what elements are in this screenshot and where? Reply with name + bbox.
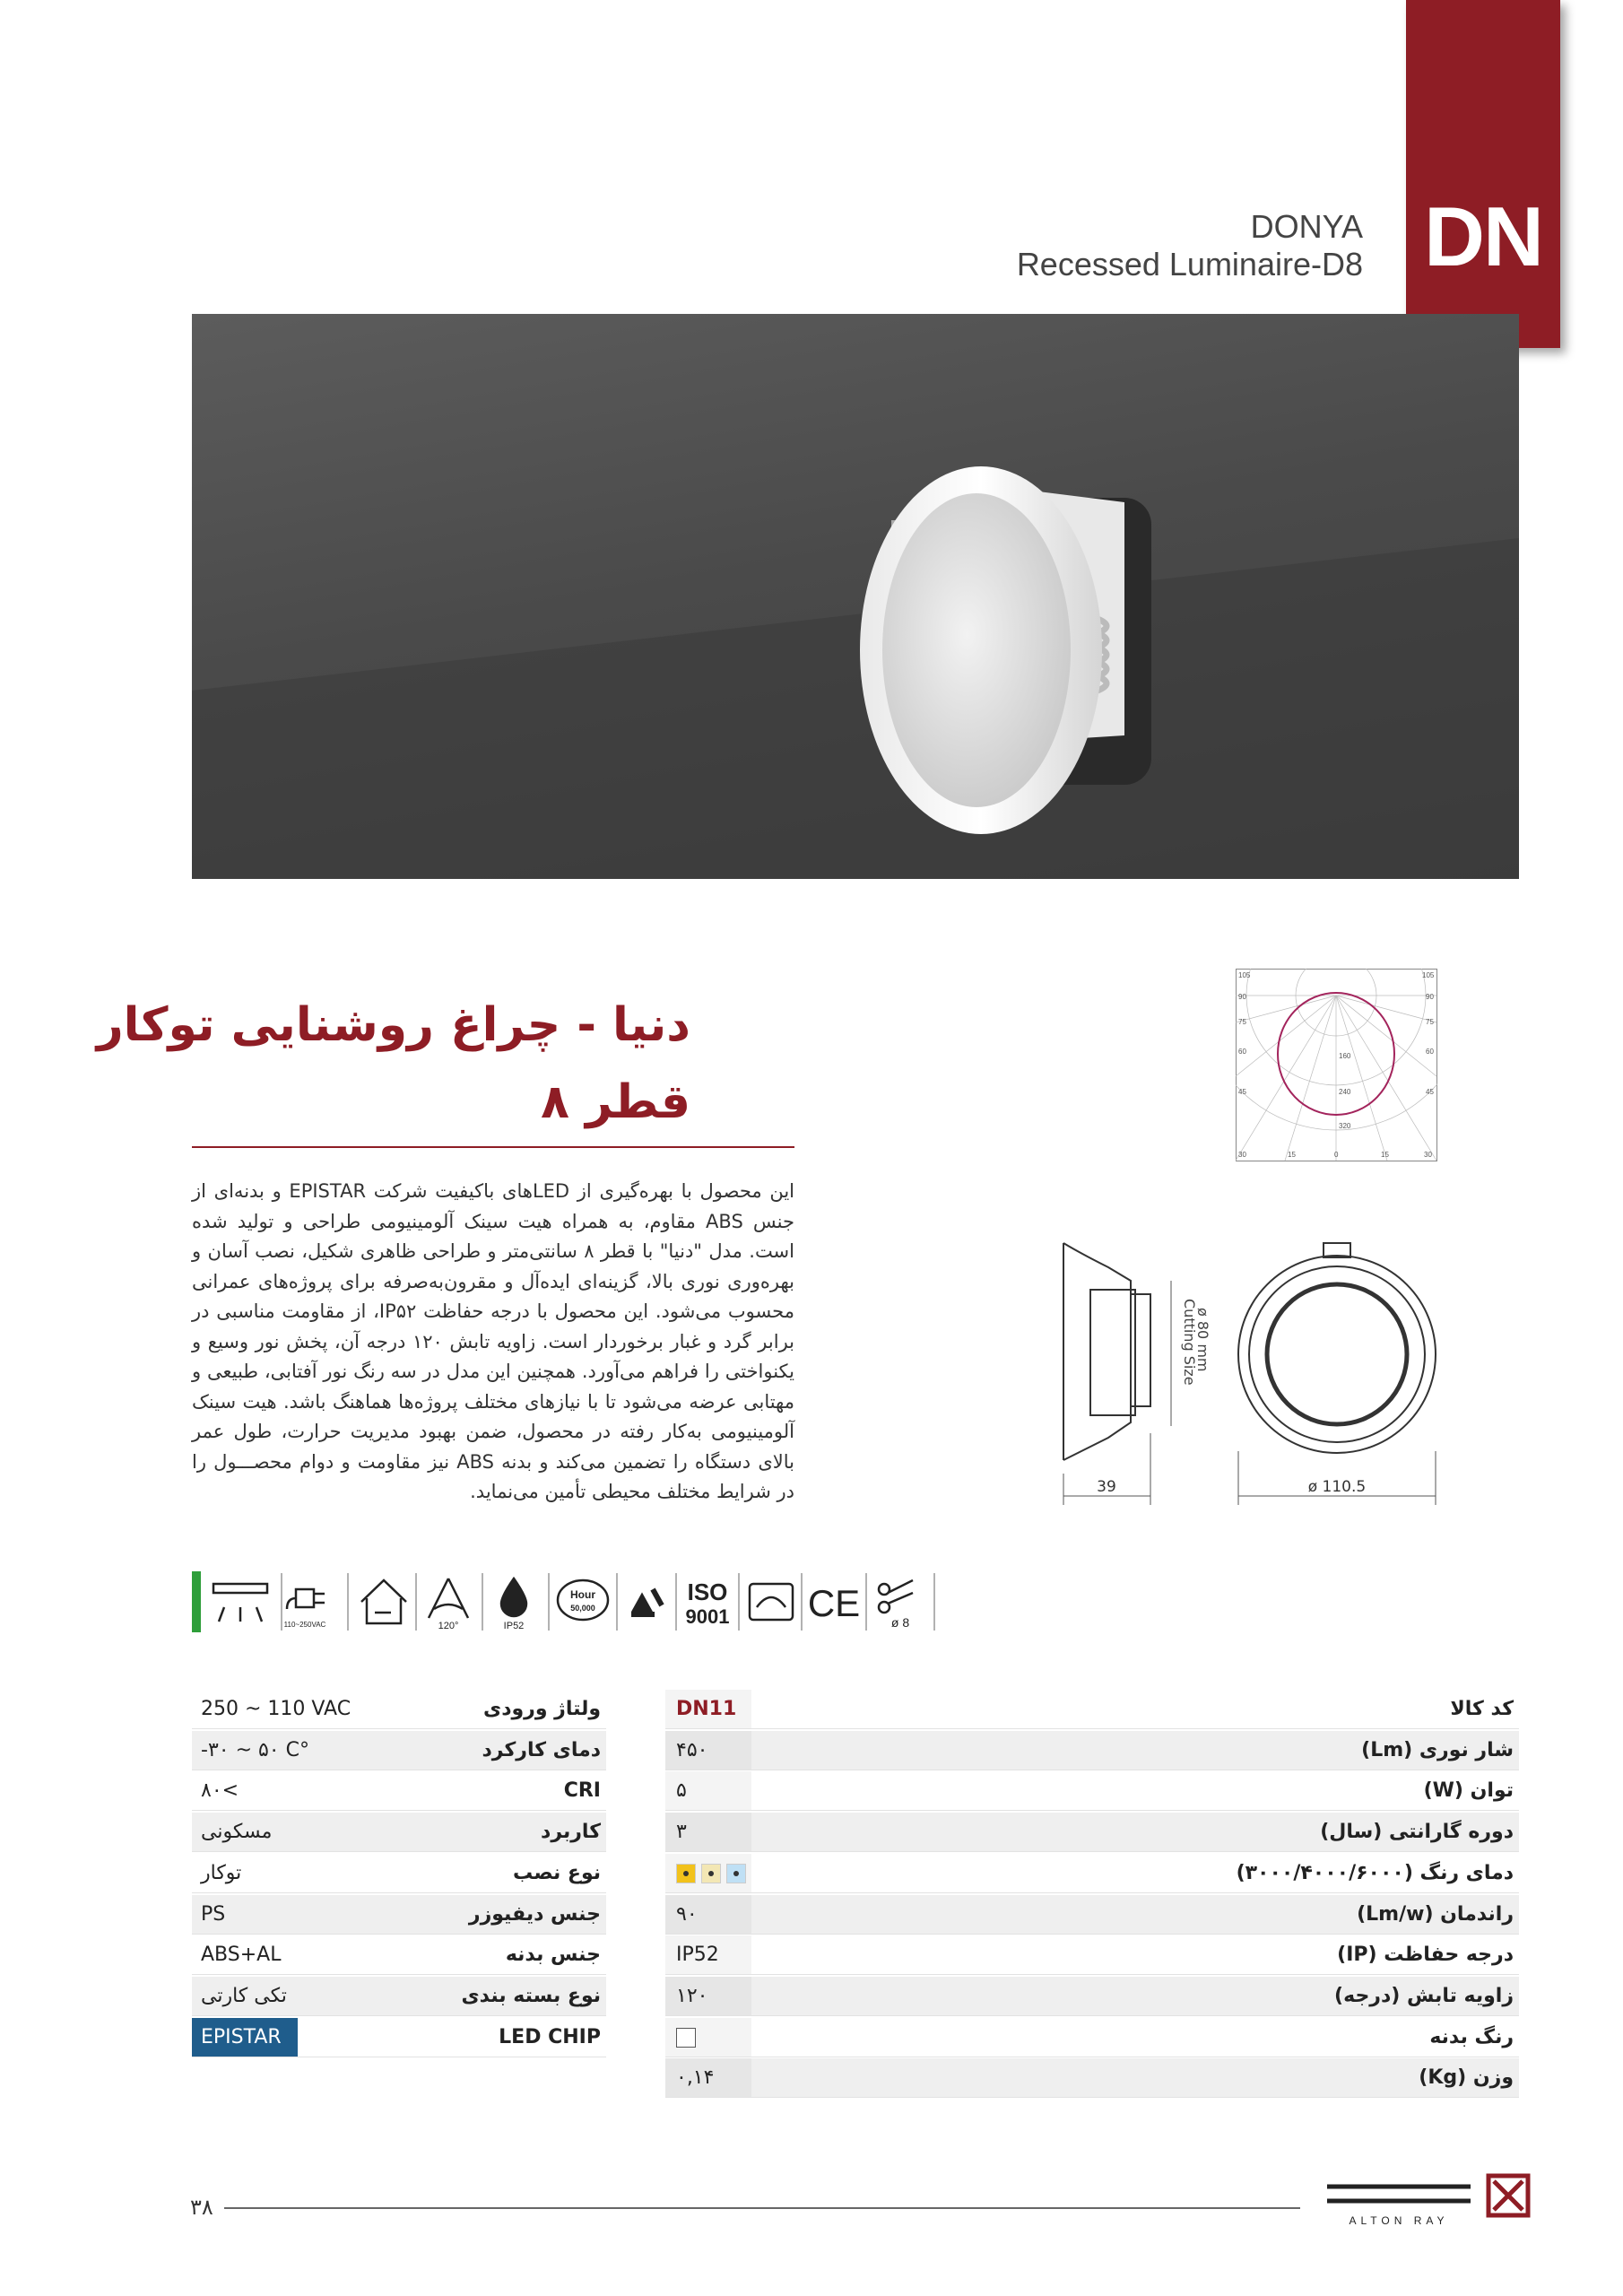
green-marker — [192, 1571, 201, 1632]
polar-label: 90 — [1426, 993, 1434, 1001]
spec-label: دوره گارانتی (سال) — [1320, 1821, 1514, 1844]
polar-label: 30 — [1424, 1151, 1432, 1159]
dimension-drawing — [1055, 1227, 1440, 1505]
spec-row — [665, 1895, 1519, 1935]
brand-title — [1017, 208, 1363, 283]
polar-label: 75 — [1426, 1018, 1434, 1026]
color-temp-swatches — [665, 1854, 751, 1892]
downlight-illustration — [192, 314, 1519, 879]
polar-label: 60 — [1426, 1048, 1434, 1056]
title-line-1: دنیا - چراغ روشنایی توکار — [96, 998, 690, 1052]
spec-label: جنس دیفیوزر — [468, 1902, 601, 1926]
spec-value: توکار — [201, 1861, 242, 1884]
brand-name: DONYA — [1250, 208, 1363, 245]
product-description: این محصول با بهره‌گیری از LEDهای باکیفیت شرکت EPISTAR و بدنه‌ای از جنس ABS مقاوم، به همراه هیت سینک آلومینیومی طراحی و تولید شده است. مدل "دنیا" با قطر ۸ سانتی‌متر و طراحی ظاهری شکیل، نصب آسان و بهره‌وری نوری بالا، گزینه‌ای ایده‌آل و مقرون‌به‌صرفه برای پروژه‌های عمرانی محسوب می‌شود. این محصول با درجه حفاظت IP۵۲، از مقاومت مناسبی در برابر گرد و غبار برخوردار است. زاویه تابش ۱۲۰ درجه آن، پخش نور وسیع و یکنواختی را فراهم می‌آورد. همچنین این مدل در سه رنگ نور آفتابی، طبیعی و مهتابی عرضه می‌شود تا با نیازهای مختلف پروژه‌ها هماهنگ باشد. هیت سینک آلومینیومی به‌کار رفته در محصول، ضمن بهبود مدیریت حرارت، طول عمر بالای دستگاه را تضمین می‌کند و بدنه ABS نیز مقاومت و دوام محصـــول را در شرایط مختلف محیطی تأمین می‌نماید. — [192, 1180, 795, 1502]
depth-label: 39 — [1097, 1478, 1116, 1496]
spec-value: -۳۰ ~ ۵۰ C° — [201, 1738, 309, 1761]
plug-icon — [287, 1589, 325, 1609]
spec-label: جنس بدنه — [505, 1944, 601, 1967]
logo-wordmark: ALTON RAY — [1349, 2214, 1449, 2227]
diameter-label: ø 110.5 — [1307, 1478, 1367, 1496]
polar-label: 30 — [1238, 1151, 1246, 1159]
spec-value: 250 ~ 110 VAC — [201, 1698, 352, 1720]
diffuser-lens — [882, 493, 1071, 807]
iso-icon: ISO — [687, 1578, 728, 1605]
spec-value: ۱۲۰ — [665, 1977, 751, 2015]
spec-row — [192, 1935, 606, 1975]
spec-value: IP52 — [665, 1935, 751, 1974]
spec-label: دمای کارکرد — [482, 1738, 601, 1761]
spec-value: PS — [201, 1902, 226, 1926]
polar-label: 15 — [1288, 1151, 1296, 1159]
hour-value: 50,000 — [570, 1604, 595, 1613]
spec-row — [665, 1813, 1519, 1852]
spec-label: کاربرد — [541, 1821, 601, 1844]
side-heatsink — [1131, 1294, 1150, 1406]
cutting-size-label: Cutting Size — [1181, 1299, 1198, 1386]
spec-value: ۰,۱۴ — [665, 2058, 751, 2097]
spec-label: نوع نصب — [513, 1861, 601, 1884]
hour-label: Hour — [570, 1588, 595, 1601]
spec-row — [665, 1731, 1519, 1770]
spec-row — [192, 1690, 606, 1729]
spec-value: ۹۰ — [665, 1895, 751, 1934]
polar-label: 45 — [1426, 1088, 1434, 1096]
angle-text: 120° — [438, 1621, 459, 1631]
spec-value: ۳ — [665, 1813, 751, 1851]
polar-label: 105 — [1422, 971, 1435, 979]
body-color-swatch — [665, 2018, 751, 2057]
recycle-icon — [631, 1589, 662, 1614]
spec-label: زاویه تابش (درجه) — [1334, 1984, 1514, 2007]
house-icon — [361, 1580, 406, 1623]
code-tab — [1406, 0, 1560, 348]
led-chip-badge: EPISTAR — [192, 2018, 298, 2057]
polar-ring-label: 240 — [1339, 1088, 1351, 1096]
scissors-icon — [879, 1580, 913, 1613]
color-swatch — [676, 1864, 696, 1883]
polar-label: 15 — [1381, 1151, 1389, 1159]
polar-label: 0 — [1334, 1151, 1339, 1159]
title-divider — [192, 1146, 794, 1148]
water-drop-icon — [501, 1578, 526, 1616]
spec-row — [192, 1771, 606, 1811]
spec-row — [665, 2018, 1519, 2057]
ceiling-light-icon — [213, 1584, 267, 1622]
spec-row — [192, 1854, 606, 1893]
spec-label: راندمان (Lm/w) — [1357, 1902, 1514, 1926]
spec-row — [665, 1690, 1519, 1729]
footer-rule — [224, 2207, 1300, 2209]
spec-value: ۴۵۰ — [665, 1731, 751, 1770]
spec-row — [192, 2018, 606, 2057]
alton-ray-logo — [1318, 2169, 1533, 2231]
spec-row — [192, 1895, 606, 1935]
title-line-2: قطر ۸ — [541, 1075, 690, 1129]
polar-ring-label: 320 — [1339, 1122, 1351, 1130]
side-body — [1090, 1290, 1135, 1415]
spec-row — [665, 1935, 1519, 1975]
beam-angle-icon — [429, 1578, 468, 1618]
spec-value: ۸۰< — [201, 1779, 239, 1803]
voltage-text: 110~250VAC — [283, 1621, 326, 1629]
spec-value: ۵ — [665, 1771, 751, 1810]
spec-label: کد کالا — [1450, 1698, 1514, 1720]
spec-row — [192, 1813, 606, 1852]
light-distribution-diagram — [1236, 969, 1437, 1161]
ce-icon: CE — [807, 1582, 861, 1624]
polar-label: 45 — [1238, 1088, 1246, 1096]
spec-label: وزن (Kg) — [1419, 2066, 1514, 2090]
spec-label: نوع بسته بندی — [461, 1984, 601, 2007]
spec-label: LED CHIP — [499, 2025, 601, 2048]
spec-row — [192, 1977, 606, 2016]
spec-row — [665, 1854, 1519, 1893]
spec-label: دمای رنگ (۳۰۰۰/۴۰۰۰/۶۰۰۰) — [1236, 1861, 1514, 1884]
spec-row — [665, 1977, 1519, 2016]
spec-label: رنگ بدنه — [1429, 2025, 1514, 2048]
spec-row — [665, 2058, 1519, 2098]
standard-icon — [750, 1584, 793, 1620]
spec-label: ولتاژ ورودی — [483, 1698, 601, 1720]
brand-subtitle: Recessed Luminaire-D8 — [1016, 246, 1363, 283]
spec-label: درجه حفاظت (IP) — [1337, 1944, 1514, 1967]
spec-value: مسکونی — [201, 1821, 273, 1844]
ip-text: IP52 — [503, 1621, 525, 1631]
polar-ring-label: 160 — [1339, 1052, 1351, 1060]
feature-icons — [192, 1571, 963, 1634]
page-title — [97, 987, 690, 1141]
polar-label: 75 — [1238, 1018, 1246, 1026]
iso-number: 9001 — [685, 1605, 730, 1628]
product-code-value: DN11 — [665, 1690, 751, 1728]
product-code-badge: DN — [1424, 189, 1542, 283]
spec-row — [192, 1731, 606, 1770]
spec-label: شار نوری (Lm) — [1361, 1738, 1514, 1761]
spec-value: ABS+AL — [201, 1944, 282, 1967]
polar-label: 90 — [1238, 993, 1246, 1001]
color-swatch — [701, 1864, 721, 1883]
spec-value: تکی کارتی — [201, 1984, 287, 2007]
spec-row — [665, 1771, 1519, 1811]
spec-label: CRI — [563, 1779, 601, 1803]
spec-label: توان (W) — [1423, 1779, 1514, 1803]
polar-label: 60 — [1238, 1048, 1246, 1056]
color-swatch — [726, 1864, 746, 1883]
cutting-size-value: ø 80 mm — [1194, 1308, 1211, 1372]
polar-label: 105 — [1238, 971, 1251, 979]
front-lens — [1267, 1284, 1407, 1424]
product-photo — [192, 314, 1519, 879]
cut-size-text: ø 8 — [890, 1615, 910, 1630]
page-number: ۳۸ — [190, 2195, 213, 2220]
